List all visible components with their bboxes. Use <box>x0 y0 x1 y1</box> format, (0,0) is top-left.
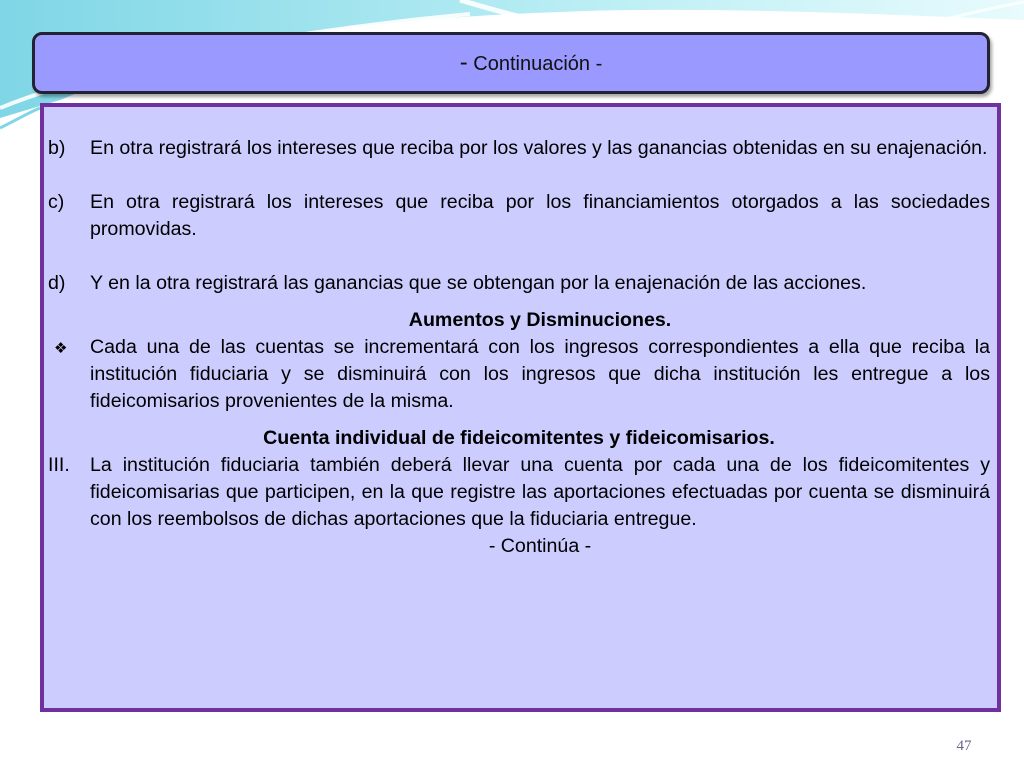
list-item-b <box>48 135 990 162</box>
list-item-iii <box>48 452 990 533</box>
list-item-text: En otra registrará los intereses que reciba por los financiamientos otorgados a las sociedades promovidas. <box>90 191 990 240</box>
diamond-bullet-icon: ❖ <box>54 340 68 357</box>
bullet-marker <box>48 334 90 415</box>
page-number: 47 <box>956 738 972 754</box>
list-marker: III. <box>48 454 70 476</box>
content-body <box>48 135 990 560</box>
title-text: Continuación - <box>473 53 603 75</box>
title-dash: - <box>459 49 468 76</box>
list-item-text: La institución fiduciaria también deberá llevar una cuenta por cada una de los fideicomitentes y fideicomisarias que participen, en la que registre las aportaciones efectuadas por cuenta se disminuirá con los reembolsos de dichas aportaciones que la fiduciaria entregue. <box>90 454 990 530</box>
list-marker: d) <box>48 272 66 294</box>
list-item-c <box>48 189 990 243</box>
bullet-item-text: Cada una de las cuentas se incrementará con los ingresos correspondientes a ella que reciba la institución fiduciaria y se disminuirá con los ingresos que dicha institución les entregue a los fideicomisarios provenientes de la misma. <box>90 336 990 412</box>
title-bar <box>32 32 990 94</box>
section-heading-cuenta: Cuenta individual de fideicomitentes y fideicomisarios. <box>263 427 775 449</box>
list-marker: c) <box>48 191 65 213</box>
slide-title <box>460 49 603 77</box>
list-item-text: Y en la otra registrará las ganancias que se obtengan por la enajenación de las acciones. <box>90 272 867 294</box>
list-marker: b) <box>48 137 66 159</box>
section-heading-aumentos: Aumentos y Disminuciones. <box>408 309 672 331</box>
continua-label: - Continúa - <box>488 535 592 557</box>
bullet-item <box>48 334 990 415</box>
list-item-text: En otra registrará los intereses que reciba por los valores y las ganancias obtenidas en su enajenación. <box>90 137 988 159</box>
list-item-d <box>48 270 990 297</box>
